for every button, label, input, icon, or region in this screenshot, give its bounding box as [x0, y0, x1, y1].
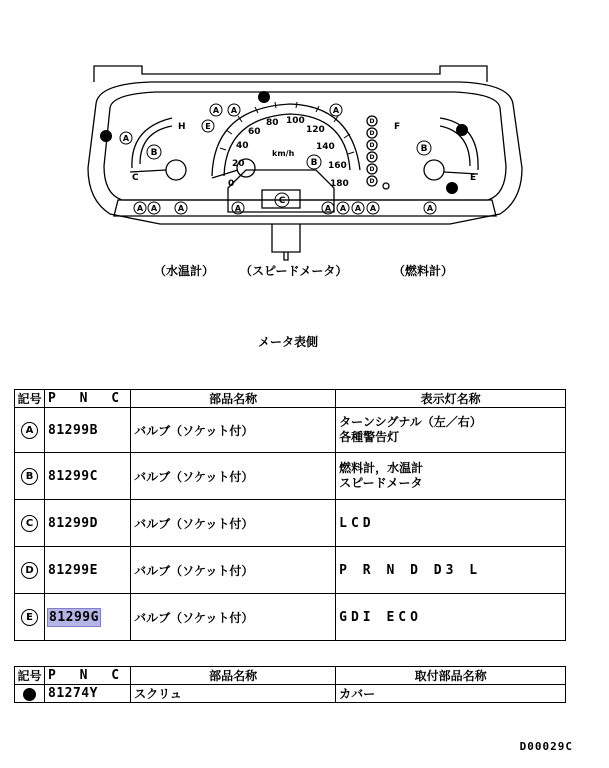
- svg-text:A: A: [150, 204, 158, 213]
- svg-text:D: D: [369, 154, 375, 161]
- speed-unit-label: km/h: [272, 149, 295, 158]
- header-name: 部品名称: [131, 667, 336, 685]
- pnc-cell: 81299E: [45, 547, 131, 594]
- symbol-a: A: [21, 422, 38, 439]
- speed-tick-120: 120: [306, 125, 325, 135]
- svg-text:D: D: [369, 166, 375, 173]
- svg-text:A: A: [212, 106, 220, 115]
- pnc-cell: 81299C: [45, 453, 131, 500]
- table-header: [15, 667, 566, 685]
- header-pnc: P N C: [45, 390, 131, 408]
- header-sym: 記号: [15, 667, 45, 685]
- screw-markers: [100, 91, 468, 194]
- bulb-table: [14, 389, 566, 641]
- lamp-cell: P R N D D3 L: [336, 547, 566, 594]
- meter-diagram: [0, 0, 609, 300]
- part-name-cell: バルブ（ソケット付）: [131, 594, 336, 641]
- svg-text:A: A: [230, 106, 238, 115]
- caption-water-temp: （水温計）: [154, 264, 215, 278]
- table-row: [15, 547, 566, 594]
- speed-tick-180: 180: [330, 179, 349, 189]
- table-row: [15, 453, 566, 500]
- header-name: 部品名称: [131, 390, 336, 408]
- svg-text:A: A: [354, 204, 362, 213]
- speed-tick-0: 0: [228, 179, 235, 189]
- document-code: D00029C: [519, 740, 573, 753]
- svg-text:B: B: [310, 158, 318, 168]
- part-name-cell: バルブ（ソケット付）: [131, 408, 336, 453]
- svg-text:B: B: [150, 148, 158, 158]
- svg-text:A: A: [136, 204, 144, 213]
- pnc-cell: 81299B: [45, 408, 131, 453]
- water-cold-label: C: [132, 173, 139, 183]
- part-name-cell: バルブ（ソケット付）: [131, 453, 336, 500]
- speed-tick-40: 40: [236, 141, 249, 151]
- lamp-cell: LCD: [336, 500, 566, 547]
- fuel-full-label: F: [394, 122, 401, 132]
- water-high-label: H: [178, 122, 186, 132]
- table-row: [15, 594, 566, 641]
- svg-text:A: A: [324, 204, 332, 213]
- pnc-cell: 81299D: [45, 500, 131, 547]
- view-title: メータ表側: [258, 335, 319, 349]
- symbol-c: C: [21, 515, 38, 532]
- svg-text:A: A: [122, 134, 130, 143]
- table-row: [15, 685, 566, 703]
- fuel-empty-label: E: [470, 173, 477, 183]
- svg-text:A: A: [234, 204, 242, 213]
- svg-text:A: A: [369, 204, 377, 213]
- caption-fuel: （燃料計）: [393, 264, 454, 278]
- lamp-cell: 燃料計，水温計 スピードメータ: [336, 453, 566, 500]
- symbol-b: B: [21, 468, 38, 485]
- svg-text:B: B: [420, 144, 428, 154]
- header-lamp: 表示灯名称: [336, 390, 566, 408]
- table-row: [15, 500, 566, 547]
- pnc-cell-highlighted: [45, 594, 131, 641]
- lamp-cell: GDI ECO: [336, 594, 566, 641]
- svg-text:C: C: [278, 196, 286, 206]
- svg-text:D: D: [369, 118, 375, 125]
- part-name-cell: スクリュ: [131, 685, 336, 703]
- svg-text:D: D: [369, 130, 375, 137]
- screw-bullet-icon: [23, 688, 36, 701]
- svg-text:A: A: [426, 204, 434, 213]
- header-part: 取付部品名称: [336, 667, 566, 685]
- speed-tick-160: 160: [328, 161, 347, 171]
- speed-tick-80: 80: [266, 118, 279, 128]
- symbol-e: E: [21, 609, 38, 626]
- part-name-cell: バルブ（ソケット付）: [131, 547, 336, 594]
- speed-tick-60: 60: [248, 127, 261, 137]
- pnc-cell: 81274Y: [45, 685, 131, 703]
- table-header: [15, 390, 566, 408]
- svg-text:A: A: [339, 204, 347, 213]
- speed-tick-20: 20: [232, 159, 245, 169]
- symbol-d: D: [21, 562, 38, 579]
- lamp-cell: ターンシグナル（左／右） 各種警告灯: [336, 408, 566, 453]
- caption-speedometer: （スピードメータ）: [240, 264, 348, 278]
- speed-tick-140: 140: [316, 142, 335, 152]
- pnc-highlight[interactable]: 81299G: [49, 609, 99, 625]
- header-pnc: P N C: [45, 667, 131, 685]
- svg-text:E: E: [205, 122, 211, 131]
- svg-text:A: A: [177, 204, 185, 213]
- svg-text:A: A: [332, 106, 340, 115]
- part-name-cell: バルブ（ソケット付）: [131, 500, 336, 547]
- mount-part-cell: カバー: [336, 685, 566, 703]
- svg-text:D: D: [369, 178, 375, 185]
- table-row: [15, 408, 566, 453]
- screw-table: [14, 666, 566, 703]
- svg-text:D: D: [369, 142, 375, 149]
- speed-tick-100: 100: [286, 116, 305, 126]
- header-sym: 記号: [15, 390, 45, 408]
